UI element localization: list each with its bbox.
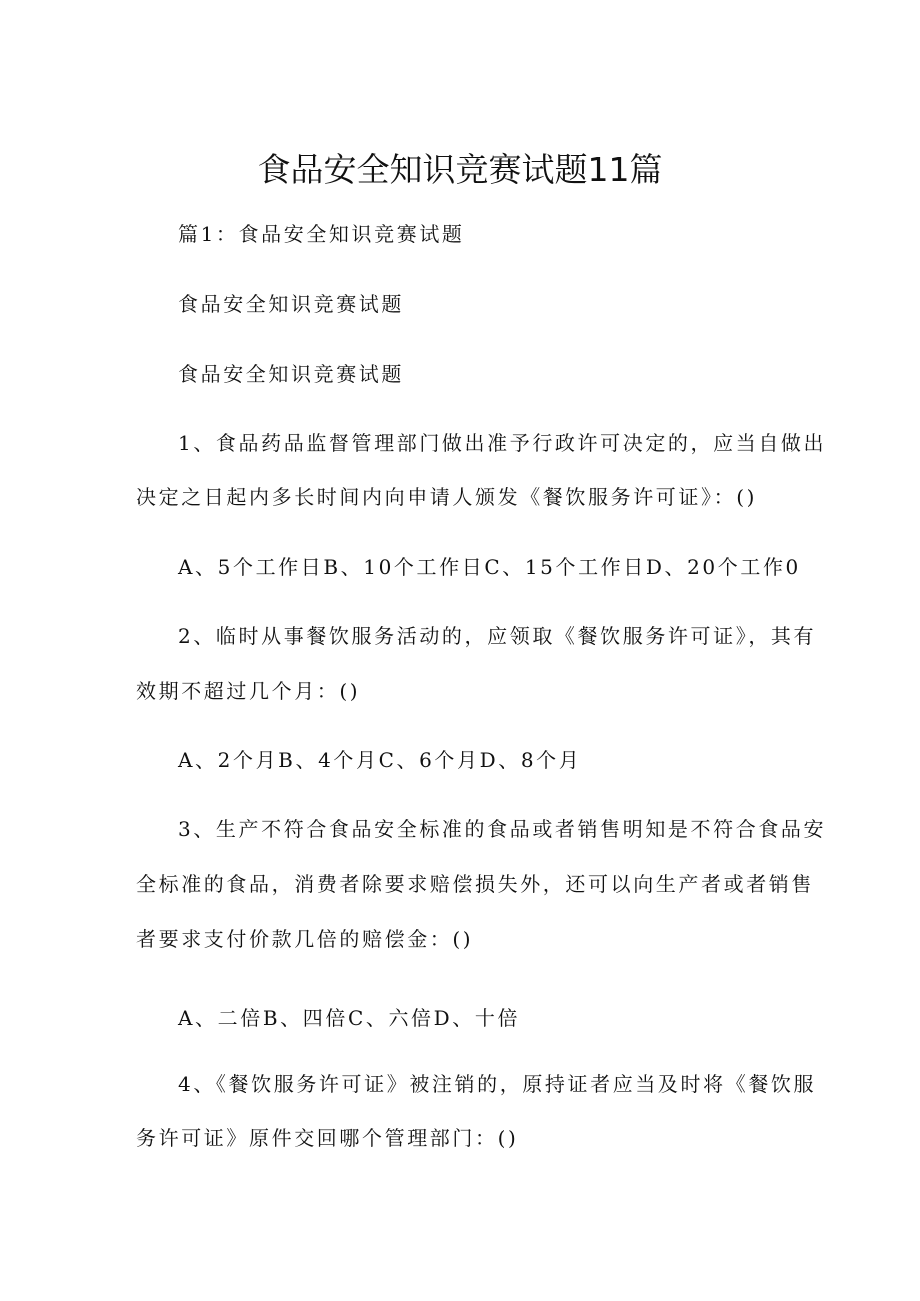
question-1-line-1: 1、食品药品监督管理部门做出准予行政许可决定的，应当自做出 [178,431,827,455]
question-1-line-2: 决定之日起内多长时间内向申请人颁发《餐饮服务许可证》：() [136,485,758,509]
question-3-options: A、二倍B、四倍C、六倍D、十倍 [178,1006,521,1030]
question-4-line-1: 4、《餐饮服务许可证》被注销的，原持证者应当及时将《餐饮服 [178,1072,817,1096]
question-3-line-2: 全标准的食品，消费者除要求赔偿损失外，还可以向生产者或者销售 [136,872,814,896]
question-3-line-1: 3、生产不符合食品安全标准的食品或者销售明知是不符合食品安 [178,817,827,841]
question-2-line-2: 效期不超过几个月：() [136,679,361,703]
question-1-options: A、5个工作日B、10个工作日C、15个工作日D、20个工作0 [178,555,801,579]
question-3-line-3: 者要求支付价款几倍的赔偿金：() [136,927,474,951]
subtitle-1: 食品安全知识竞赛试题 [178,292,404,316]
question-4-line-2: 务许可证》原件交回哪个管理部门：() [136,1126,519,1150]
question-2-options: A、2个月B、4个月C、6个月D、8个月 [178,748,582,772]
question-2-line-1: 2、临时从事餐饮服务活动的，应领取《餐饮服务许可证》，其有 [178,624,817,648]
document-title: 食品安全知识竞赛试题11篇 [257,150,663,189]
section-heading: 篇1：食品安全知识竞赛试题 [178,222,465,246]
subtitle-2: 食品安全知识竞赛试题 [178,362,404,386]
